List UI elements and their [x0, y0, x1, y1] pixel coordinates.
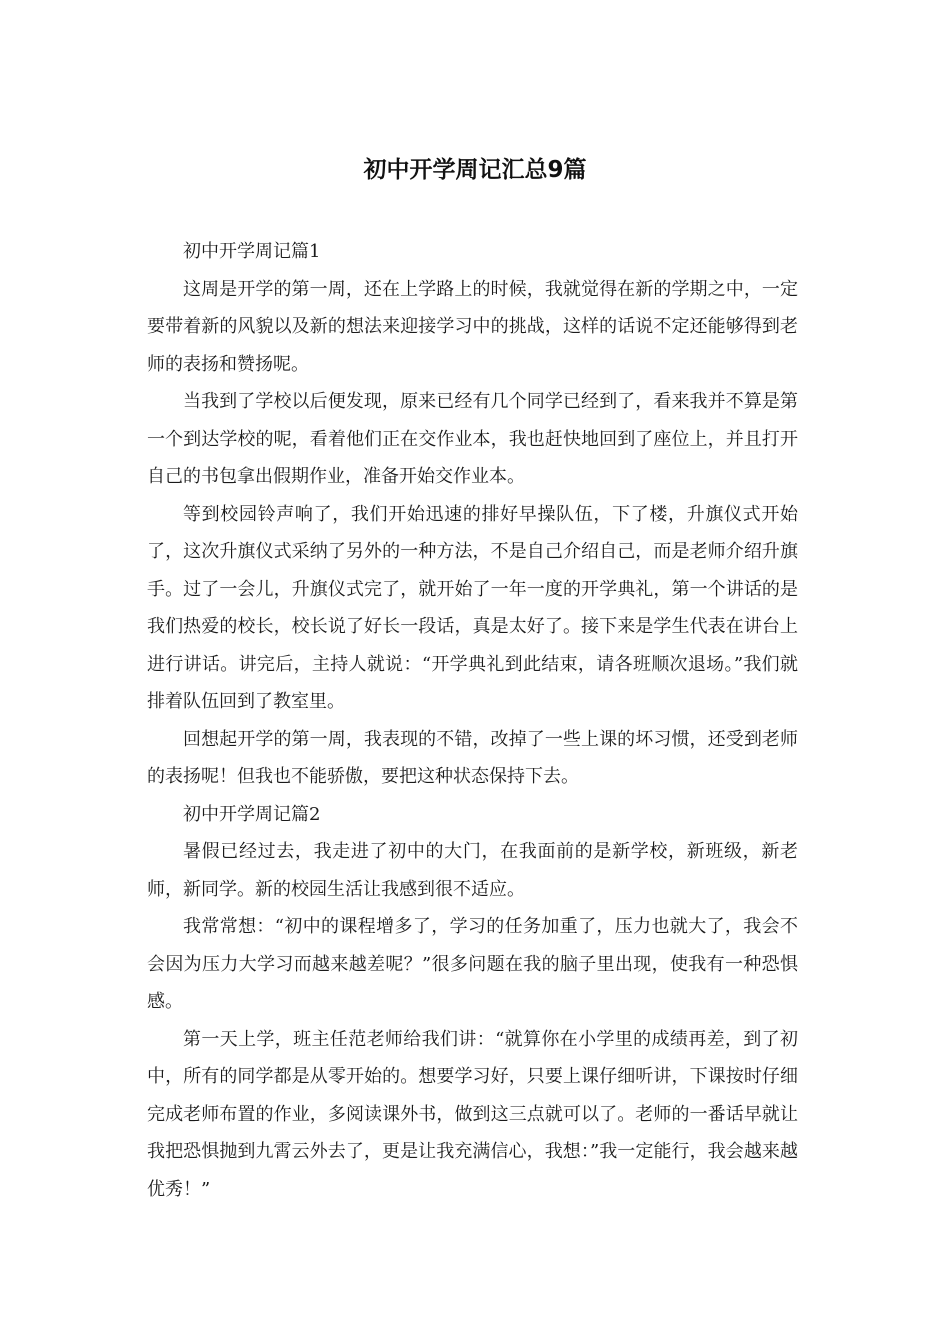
body-paragraph: 回想起开学的第一周，我表现的不错，改掉了一些上课的坏习惯，还受到老师的表扬呢！但我也不能骄傲，要把这种状态保持下去。: [147, 728, 798, 787]
body-paragraph: 第一天上学，班主任范老师给我们讲：“就算你在小学里的成绩再差，到了初中，所有的同学都是从零开始的。想要学习好，只要上课仔细听讲，下课按时仔细完成老师布置的作业，多阅读课外书，做到这三点就可以了。老师的一番话早就让我把恐惧抛到九霄云外去了，更是让我充满信心，我想：”我一定能行，我会越来越优秀！”: [147, 1028, 798, 1200]
section-heading: 初中开学周记篇1: [183, 241, 321, 262]
document-body: [147, 233, 798, 1208]
section-heading: 初中开学周记篇2: [183, 803, 321, 825]
document-title: 初中开学周记汇总9篇: [363, 157, 587, 183]
body-paragraph: 等到校园铃声响了，我们开始迅速的排好早操队伍，下了楼，升旗仪式开始了，这次升旗仪式采纳了另外的一种方法，不是自己介绍自己，而是老师介绍升旗手。过了一会儿，升旗仪式完了，就开始了一年一度的开学典礼，第一个讲话的是我们热爱的校长，校长说了好长一段话，真是太好了。接下来是学生代表在讲台上进行讲话。讲完后，主持人就说：“开学典礼到此结束，请各班顺次退场。”我们就排着队伍回到了教室里。: [147, 503, 798, 712]
body-paragraph: 我常常想：“初中的课程增多了，学习的任务加重了，压力也就大了，我会不会因为压力大学习而越来越差呢？”很多问题在我的脑子里出现，使我有一种恐惧感。: [147, 916, 798, 1012]
body-paragraph: 当我到了学校以后便发现，原来已经有几个同学已经到了，看来我并不算是第一个到达学校的呢，看着他们正在交作业本，我也赶快地回到了座位上，并且打开自己的书包拿出假期作业，准备开始交作业本。: [147, 391, 798, 487]
body-paragraph: 暑假已经过去，我走进了初中的大门，在我面前的是新学校，新班级，新老师，新同学。新的校园生活让我感到很不适应。: [147, 841, 798, 900]
body-paragraph: 这周是开学的第一周，还在上学路上的时候，我就觉得在新的学期之中，一定要带着新的风貌以及新的想法来迎接学习中的挑战，这样的话说不定还能够得到老师的表扬和赞扬呢。: [147, 278, 798, 375]
